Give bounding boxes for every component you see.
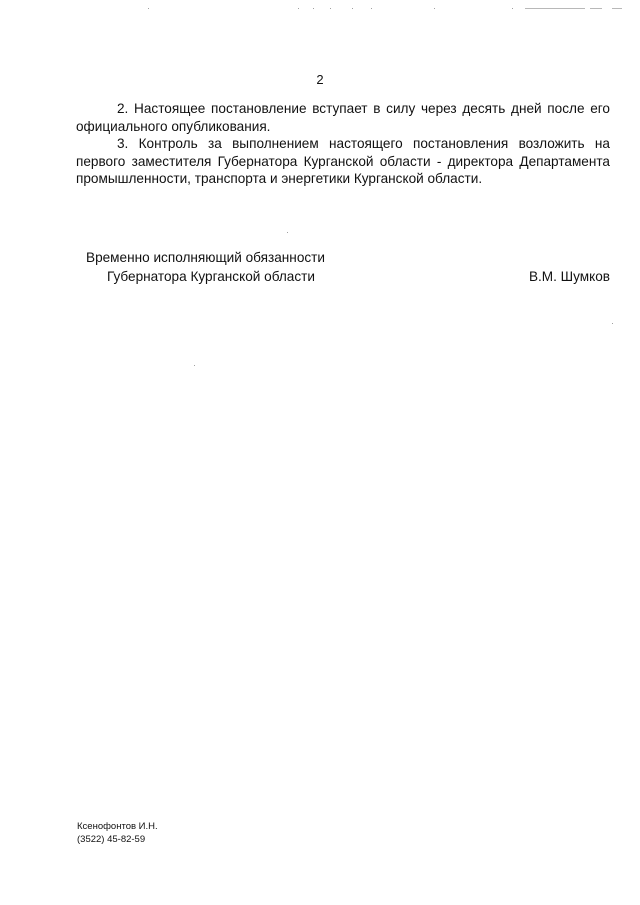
scan-artifact-dot bbox=[612, 323, 613, 324]
page-number: 2 bbox=[316, 72, 324, 87]
executor-phone: (3522) 45-82-59 bbox=[77, 834, 146, 845]
paragraph-text: 3. Контроль за выполнением настоящего постановления возложить на первого заместителя Губернатора Курганской области - директора Департамента промышленности, транспорта и энергетики Курганской области. bbox=[76, 136, 610, 186]
paragraph-text: 2. Настоящее постановление вступает в силу через десять дней после его официального опубликования. bbox=[76, 101, 610, 134]
scan-artifact-line bbox=[590, 8, 602, 9]
scan-artifact-dot bbox=[434, 8, 435, 9]
scan-artifact-dot bbox=[313, 8, 314, 9]
signatory-position-line2: Губернатора Курганской области bbox=[107, 269, 315, 284]
scan-artifact-dot bbox=[148, 8, 149, 9]
scan-artifact-dot bbox=[512, 8, 513, 9]
scan-artifact-dot bbox=[194, 365, 195, 366]
scan-artifact-dot bbox=[371, 8, 372, 9]
scan-artifact-dot bbox=[298, 8, 299, 9]
scan-artifact-line bbox=[525, 8, 585, 9]
scan-artifact-dot bbox=[330, 8, 331, 9]
executor-footer bbox=[77, 820, 158, 846]
executor-name: Ксенофонтов И.Н. bbox=[77, 821, 158, 832]
scan-artifact-dot bbox=[287, 232, 288, 233]
scan-artifact-line bbox=[612, 8, 622, 9]
paragraph-effective-date bbox=[76, 100, 610, 135]
signatory-position-line1: Временно исполняющий обязанности bbox=[86, 250, 325, 265]
paragraph-control bbox=[76, 135, 610, 188]
signatory-name: В.М. Шумков bbox=[528, 269, 610, 284]
scan-artifact-dot bbox=[352, 8, 353, 9]
